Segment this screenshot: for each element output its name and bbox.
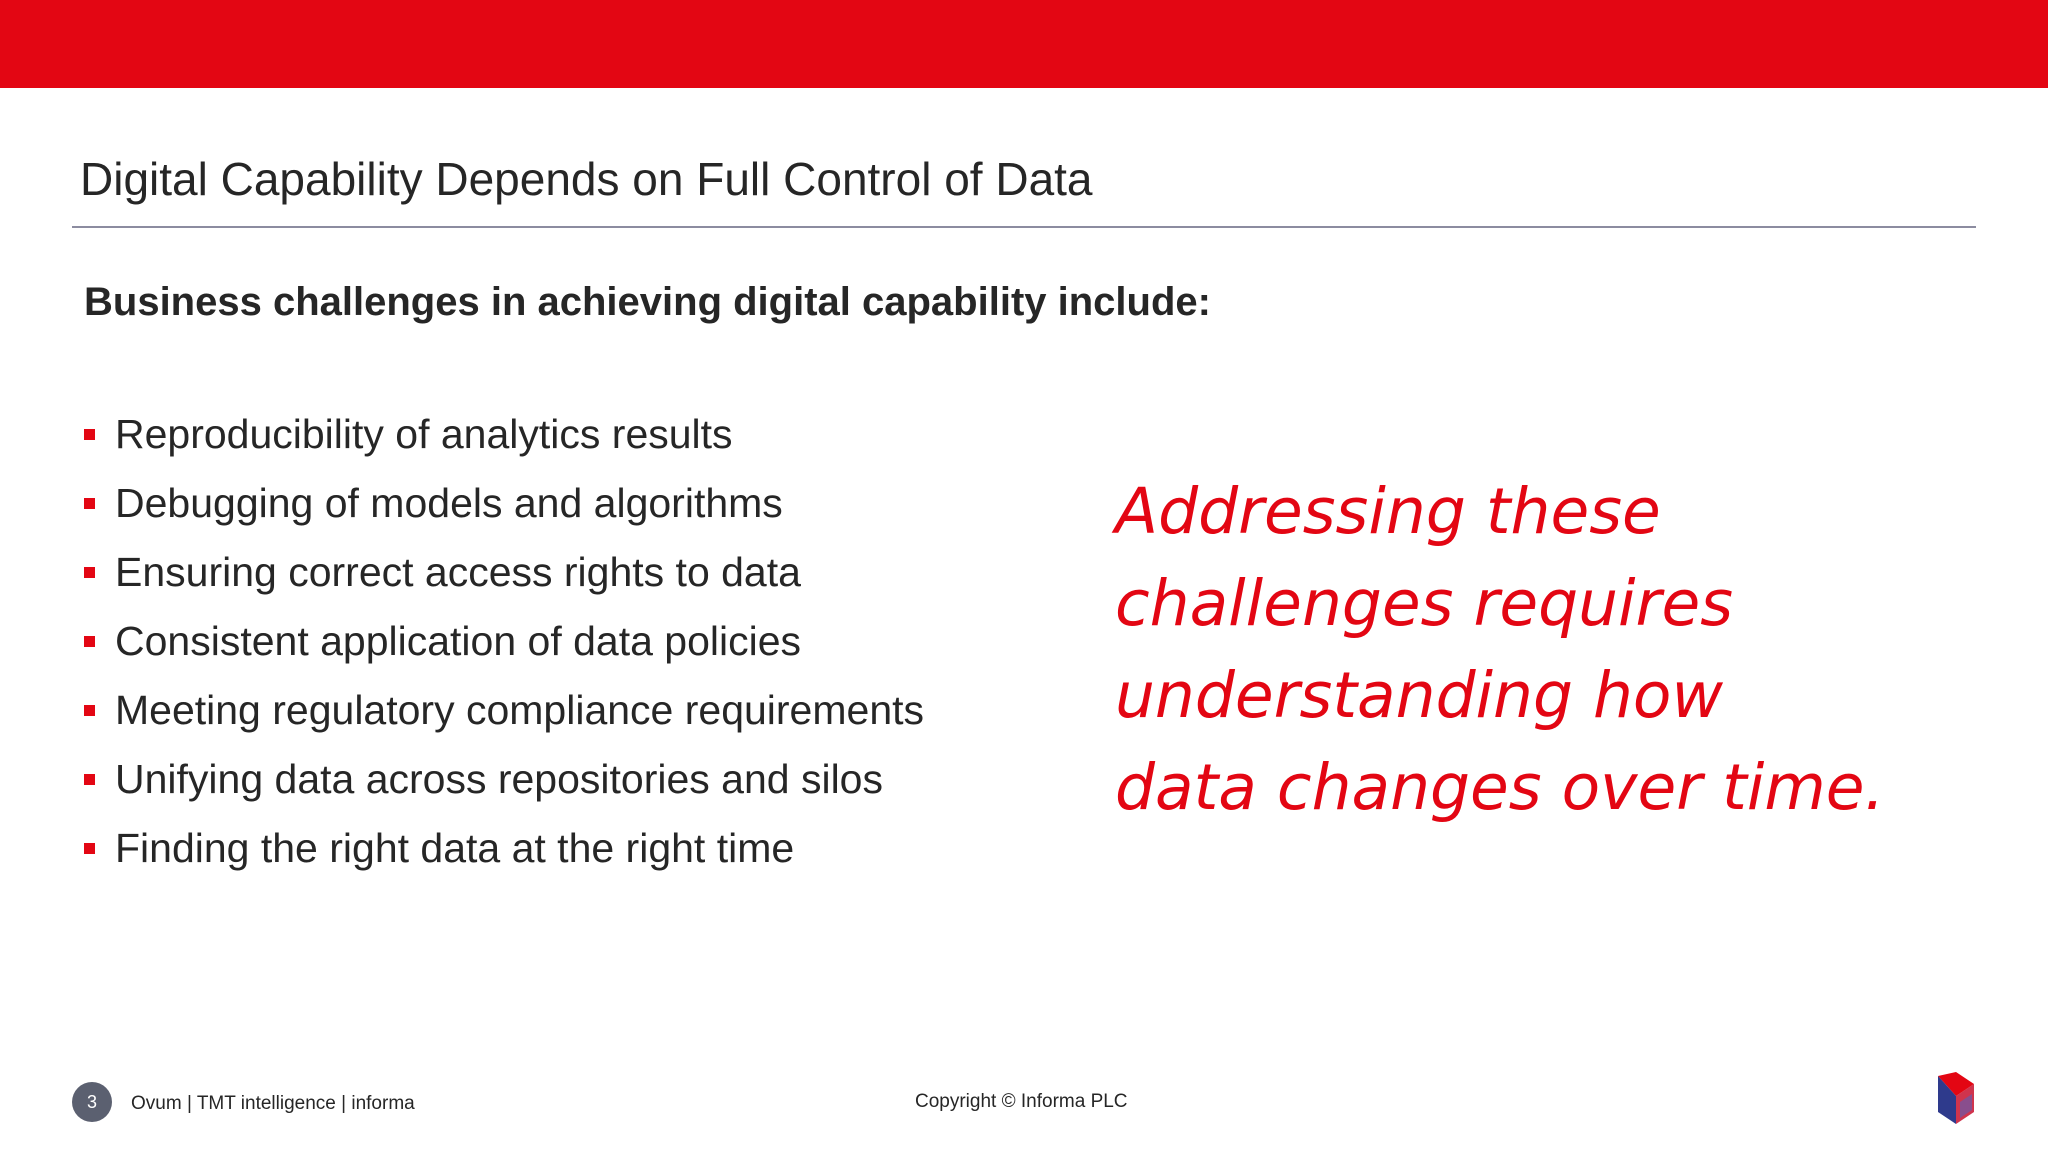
bullet-square-icon — [84, 567, 95, 578]
slide-subtitle: Business challenges in achieving digital capability include: — [84, 280, 1211, 324]
slide-title: Digital Capability Depends on Full Control of Data — [80, 153, 1093, 205]
callout-line: data changes over time. — [1115, 751, 1885, 824]
callout-line: Addressing these — [1115, 475, 1661, 548]
list-item-text: Unifying data across repositories and silos — [115, 756, 883, 802]
bullet-square-icon — [84, 429, 95, 440]
bullet-square-icon — [84, 774, 95, 785]
top-red-band — [0, 0, 2048, 88]
callout-quote — [1115, 466, 1995, 834]
informa-logo-icon — [1934, 1072, 1978, 1126]
challenge-list — [84, 400, 924, 883]
bullet-square-icon — [84, 843, 95, 854]
list-item — [84, 538, 924, 607]
footer-brand-text: Ovum | TMT intelligence | informa — [131, 1093, 415, 1114]
list-item — [84, 814, 924, 883]
list-item-text: Debugging of models and algorithms — [115, 480, 783, 526]
list-item — [84, 607, 924, 676]
page-number-badge: 3 — [72, 1082, 112, 1122]
title-divider — [72, 226, 1976, 228]
list-item — [84, 676, 924, 745]
list-item-text: Ensuring correct access rights to data — [115, 549, 801, 595]
list-item-text: Consistent application of data policies — [115, 618, 802, 664]
callout-line: challenges requires — [1115, 567, 1734, 640]
callout-line: understanding how — [1115, 659, 1724, 732]
list-item-text: Reproducibility of analytics results — [115, 411, 733, 457]
list-item-text: Finding the right data at the right time — [115, 825, 795, 871]
bullet-square-icon — [84, 705, 95, 716]
bullet-square-icon — [84, 498, 95, 509]
list-item-text: Meeting regulatory compliance requirements — [115, 687, 925, 733]
list-item — [84, 745, 924, 814]
footer-copyright: Copyright © Informa PLC — [915, 1091, 1128, 1112]
bullet-square-icon — [84, 636, 95, 647]
list-item — [84, 400, 924, 469]
list-item — [84, 469, 924, 538]
